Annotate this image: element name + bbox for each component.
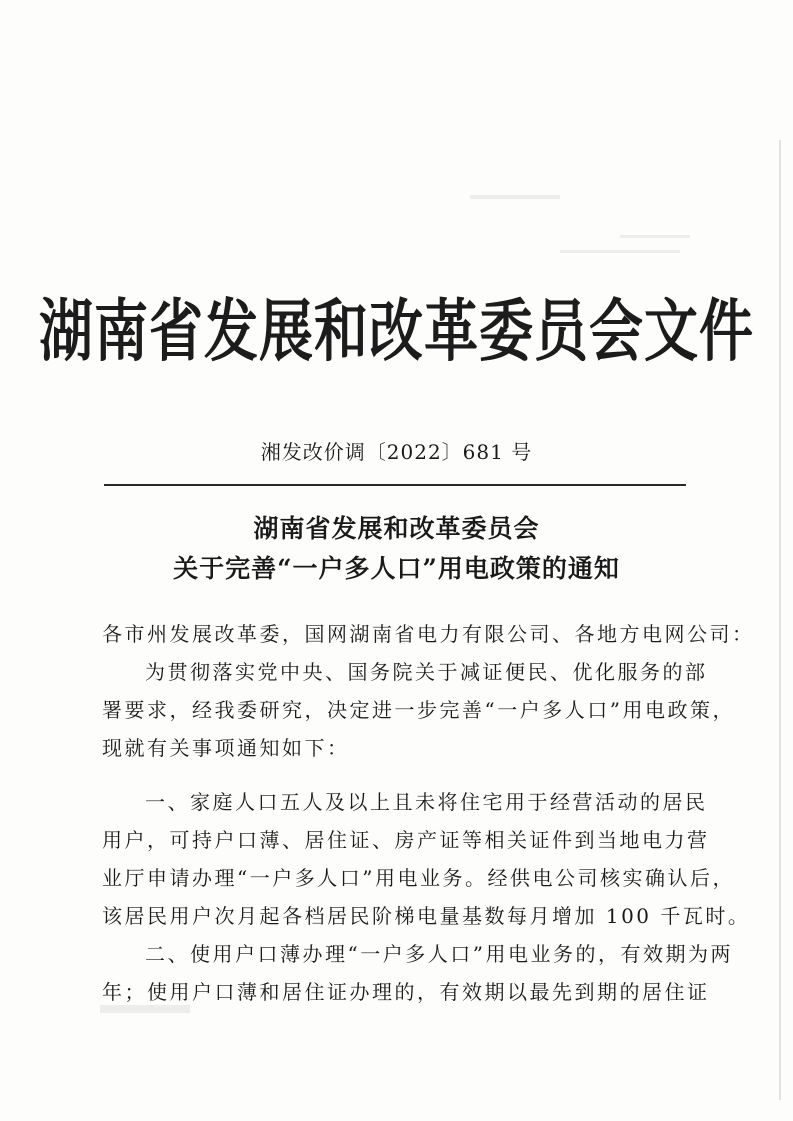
- body-line: 业厅申请办理“一户多人口”用电业务。经供电公司核实确认后，: [102, 866, 735, 890]
- document-number: 湘发改价调〔2022〕681 号: [260, 440, 533, 464]
- body-line: 年；使用户口薄和居住证办理的，有效期以最先到期的居住证: [102, 980, 710, 1004]
- body-line: 现就有关事项通知如下：: [102, 736, 350, 760]
- scan-artifact: [100, 1005, 190, 1013]
- body-line: 该居民用户次月起各档居民阶梯电量基数每月增加 100 千瓦时。: [102, 904, 751, 928]
- document-title-line-1: 湖南省发展和改革委员会: [253, 514, 540, 543]
- scan-artifact: [560, 250, 680, 253]
- body-line: 为贯彻落实党中央、国务院关于减证便民、优化服务的部: [145, 660, 708, 684]
- document-header: 湖南省发展和改革委员会文件: [39, 290, 754, 371]
- header-divider: [104, 484, 686, 486]
- salutation: 各市州发展改革委，国网湖南省电力有限公司、各地方电网公司：: [102, 622, 755, 646]
- document-title-line-2: 关于完善“一户多人口”用电政策的通知: [173, 554, 620, 583]
- body-line: 署要求，经我委研究，决定进一步完善“一户多人口”用电政策，: [102, 698, 735, 722]
- body-line: 二、使用户口薄办理“一户多人口”用电业务的，有效期为两: [145, 942, 733, 966]
- scan-artifact: [620, 235, 690, 238]
- body-line: 用户，可持户口薄、居住证、房产证等相关证件到当地电力营: [102, 828, 710, 852]
- scan-artifact: [470, 195, 560, 199]
- body-line: 一、家庭人口五人及以上且未将住宅用于经营活动的居民: [145, 790, 708, 814]
